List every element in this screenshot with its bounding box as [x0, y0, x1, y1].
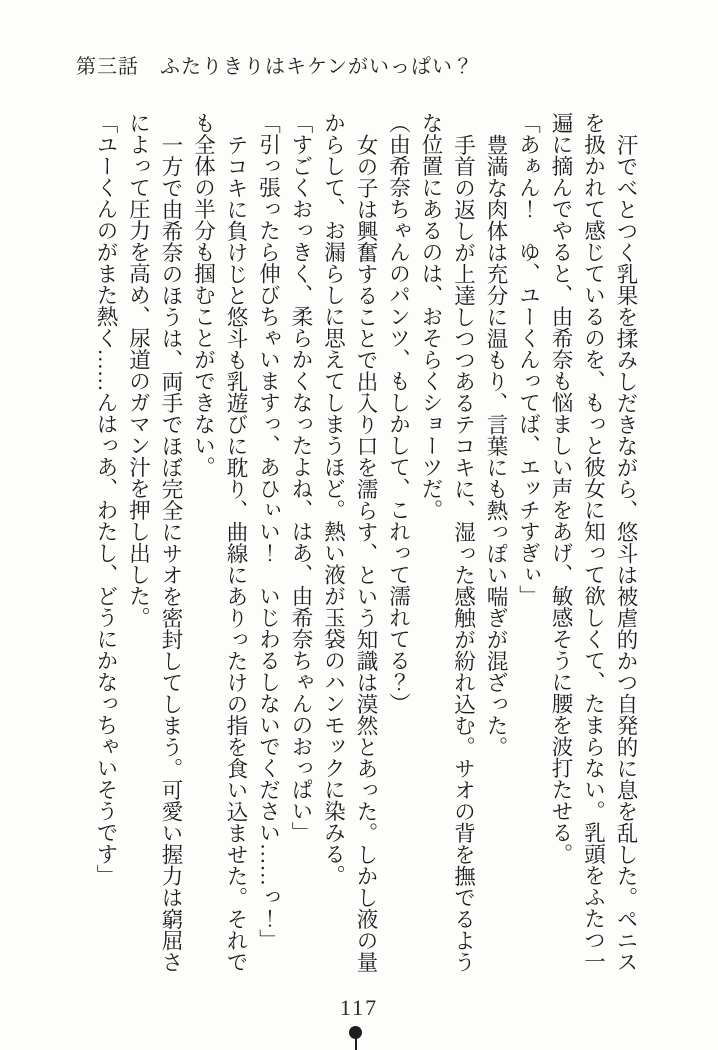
paragraph: 豊満な肉体は充分に温もり、言葉にも熱っぽい喘ぎが混ざった。 — [484, 133, 508, 757]
paragraph: 汗でべとつく乳果を揉みしだきながら、悠斗は被虐的かつ自発的に息を乱した。ペニスを扱かれて感じているのを、もっと彼女に知って欲しくて、たまらない。乳頭をふたつ一遍に摘んでやると、由希奈も悩ましい声をあげ、敏感そうに腰を波打たせる。 — [549, 112, 638, 972]
marker-stem — [355, 1036, 357, 1050]
page-number: 117 — [339, 995, 379, 1020]
chapter-header: 第三話 ふたりきりはキケンがいっぱい？ — [76, 56, 474, 78]
paragraph-dialogue: 「あぁん！ ゆ、ユーくんってば、エッチすぎぃ」 — [516, 112, 541, 607]
paragraph: 一方で由希奈のほうは、両手でほぼ完全にサオを密封してしまう。可愛い握力は窮屈さによって圧力を高め、尿道のガマン汁を押し出した。 — [126, 112, 183, 972]
paragraph-dialogue: 「ユーくんのがまた熱く……んはっあ、わたし、どうにかなっちゃいそうです」 — [94, 112, 118, 886]
paragraph: テコキに負けじと悠斗も乳遊びに耽り、曲線にありったけの指を食い込ませた。それでも全体の半分も掴むことができない。 — [191, 112, 248, 972]
paragraph: 手首の返しが上達しつつあるテコキに、湿った感触が紛れ込む。サオの背を撫でるような位置にあるのは、おそらくショーツだ。 — [419, 112, 476, 972]
pin-marker-icon — [349, 1026, 362, 1050]
body-text — [84, 112, 642, 984]
paragraph: 女の子は興奮することで出入り口を濡らす、という知識は漠然とあった。しかし液の量からして、お漏らしに思えてしまうほど。熱い液が玉袋のハンモックに染みる。 — [321, 112, 378, 972]
paragraph-dialogue: 「引っ張ったら伸びちゃいますっ、あひぃい！ いじわるしないでください……っ！」 — [256, 112, 281, 951]
paragraph-thought: （由希奈ちゃんのパンツ、もしかして、これって濡れてる？） — [386, 112, 411, 714]
paragraph-dialogue: 「すごくおっきく、柔らかくなったよね、はあ、由希奈ちゃんのおっぱい」 — [289, 112, 313, 843]
